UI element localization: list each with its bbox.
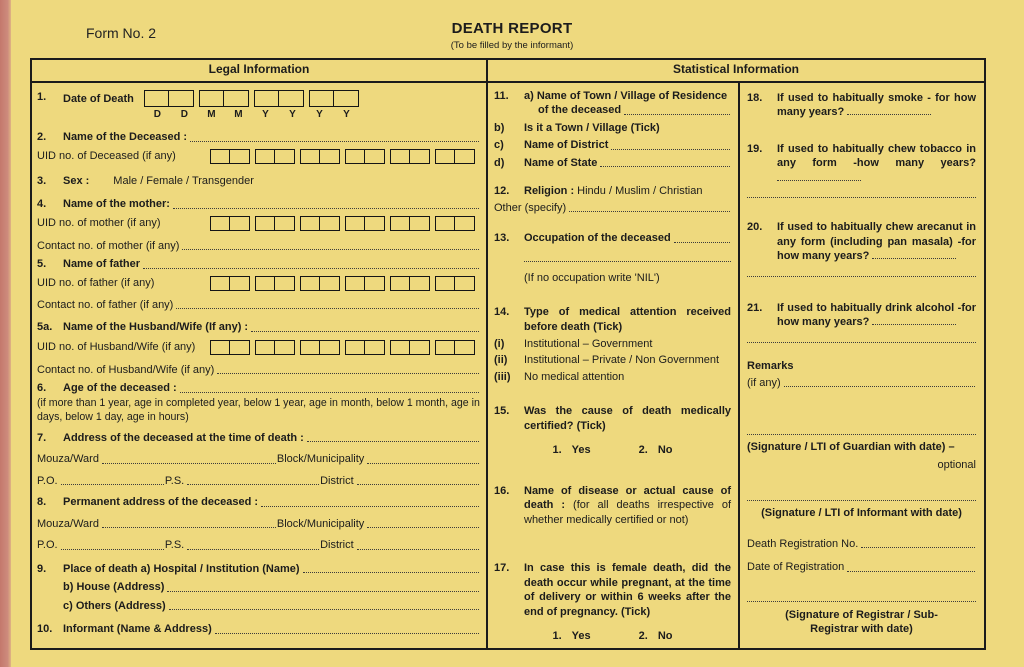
- field-sex: 3. Sex : Male / Female / Transgender: [37, 174, 254, 187]
- field-address-at-death: 7. Address of the deceased at the time of death :: [37, 431, 480, 446]
- field-drink-alcohol: 21. If used to habitually drink alcohol -for how many years?: [747, 301, 976, 343]
- dotted-line: [187, 549, 319, 550]
- form-title-block: [0, 19, 1024, 52]
- dotted-line: [61, 484, 164, 485]
- scan-edge-strip: [0, 0, 11, 667]
- uid-box-pair: [345, 149, 385, 164]
- uid-box-pair: [300, 216, 340, 231]
- uid-box-pair: [255, 216, 295, 231]
- field-name-of-mother: 4. Name of the mother:: [37, 197, 480, 212]
- statistical-column-right: [740, 83, 984, 648]
- dotted-line: [261, 506, 479, 507]
- dotted-line: [524, 259, 731, 262]
- dotted-line: [169, 609, 479, 610]
- dotted-line: [747, 195, 976, 198]
- field-pregnancy-death: 17. In case this is female death, did the death occur while pregnant, at the time of delivery or within 6 weeks after the end of pregnancy. (Tick) 1. Yes 2. No: [494, 562, 731, 643]
- uid-boxes: [210, 216, 480, 231]
- uid-box-pair: [390, 276, 430, 291]
- dotted-line: [872, 258, 956, 259]
- dotted-line: [102, 463, 276, 464]
- uid-box-pair: [255, 276, 295, 291]
- field-chew-arecanut: 20. If used to habitually chew arecanut in any form (including pan masala) -for how many years?: [747, 220, 976, 277]
- form-subtitle: (To be filled by the informant): [450, 39, 574, 51]
- field-name-of-father: 5. Name of father: [37, 257, 480, 272]
- table-header-row: [32, 60, 984, 83]
- field-cause-of-death: 16. Name of disease or actual cause of death : (for all deaths irrespective of whether medically certified or not): [494, 484, 732, 526]
- dotted-line: [187, 484, 319, 485]
- field-uid-of-father: UID no. of father (if any): [37, 276, 480, 291]
- dotted-line: [251, 331, 479, 332]
- field-uid-of-mother: UID no. of mother (if any): [37, 216, 480, 231]
- dotted-line: [569, 211, 730, 212]
- uid-box-pair: [345, 340, 385, 355]
- field-informant: 10. Informant (Name & Address): [37, 622, 480, 637]
- dotted-line: [747, 274, 976, 277]
- date-box-pair: [199, 90, 249, 107]
- legal-information-column: [32, 83, 488, 648]
- field-occupation: 13. Occupation of the deceased (If no occupation write 'NIL'): [494, 231, 731, 285]
- dotted-line: [307, 441, 479, 442]
- uid-boxes: [210, 340, 480, 355]
- dotted-line: [611, 149, 730, 150]
- uid-box-pair: [345, 216, 385, 231]
- informant-signature-block: (Signature / LTI of Informant with date): [747, 498, 976, 521]
- uid-box-pair: [255, 340, 295, 355]
- field-contact-of-father: Contact no. of father (if any): [37, 298, 480, 313]
- dotted-line: [861, 547, 975, 548]
- field-po-ps-district-2: P.O. P.S. District: [37, 538, 480, 553]
- uid-box-pair: [345, 276, 385, 291]
- uid-box-pair: [300, 149, 340, 164]
- uid-box-pair: [210, 149, 250, 164]
- field-place-of-death-house: b) House (Address): [37, 580, 480, 595]
- field-town-village: 11. a) Name of Town / Village of Residence of the deceased b) Is it a Town / Village (Tick) c) Name of District d) Name of State: [494, 89, 731, 171]
- field-date-of-registration: Date of Registration: [747, 560, 976, 575]
- dotted-line: [847, 114, 931, 115]
- uid-box-pair: [435, 149, 475, 164]
- field-habitually-smoke: 18. If used to habitually smoke - for how many years?: [747, 91, 976, 119]
- legal-information-header: Legal Information: [32, 60, 488, 81]
- field-permanent-address: 8. Permanent address of the deceased :: [37, 495, 480, 510]
- dotted-line: [600, 166, 730, 167]
- uid-boxes: [210, 276, 480, 291]
- date-box-pair: [144, 90, 194, 107]
- field-po-ps-district-1: P.O. P.S. District: [37, 474, 480, 489]
- dotted-line: [173, 208, 479, 209]
- dotted-line: [190, 141, 479, 142]
- dotted-line: [217, 373, 479, 374]
- field-place-of-death-others: c) Others (Address): [37, 599, 480, 614]
- yes-no-options-15: 1. Yes 2. No: [552, 444, 673, 457]
- dotted-line: [367, 463, 479, 464]
- dotted-line: [176, 308, 479, 309]
- field-medical-attention: 14. Type of medical attention received before death (Tick) (i) Institutional – Government (ii) Institutional – Private / Non Government (iii) No medical attention: [494, 306, 731, 383]
- date-box-letters: D D M M Y Y Y Y: [153, 108, 350, 120]
- dotted-line: [747, 432, 976, 435]
- date-box-pair: [309, 90, 359, 107]
- field-mouza-block-1: Mouza/Ward Block/Municipality: [37, 452, 480, 467]
- uid-box-pair: [390, 149, 430, 164]
- field-contact-of-spouse: Contact no. of Husband/Wife (if any): [37, 363, 480, 378]
- dotted-line: [182, 249, 479, 250]
- uid-box-pair: [390, 340, 430, 355]
- field-mouza-block-2: Mouza/Ward Block/Municipality: [37, 517, 480, 532]
- field-place-of-death: 9. Place of death a) Hospital / Institution (Name): [37, 562, 480, 577]
- optional-label: optional: [937, 458, 976, 471]
- date-box-row: [144, 90, 364, 107]
- uid-box-pair: [210, 340, 250, 355]
- statistical-column-left: [488, 83, 740, 648]
- field-uid-of-spouse: UID no. of Husband/Wife (if any): [37, 340, 480, 355]
- field-uid-of-deceased: UID no. of Deceased (if any): [37, 149, 480, 164]
- yes-no-options-17: 1. Yes 2. No: [552, 630, 673, 643]
- uid-boxes: [210, 149, 480, 164]
- uid-box-pair: [435, 216, 475, 231]
- dotted-line: [777, 180, 861, 181]
- form-number: Form No. 2: [86, 25, 157, 41]
- dotted-line: [102, 527, 276, 528]
- dotted-line: [784, 386, 975, 387]
- field-chew-tobacco: 19. If used to habitually chew tobacco in any form -how many years?: [747, 142, 976, 199]
- dotted-line: [747, 340, 976, 343]
- date-box-pair: [254, 90, 304, 107]
- dotted-line: [872, 324, 956, 325]
- dotted-line: [357, 484, 479, 485]
- uid-box-pair: [210, 216, 250, 231]
- field-name-of-spouse: 5a. Name of the Husband/Wife (If any) :: [37, 320, 480, 335]
- field-religion: 12. Religion : Hindu / Muslim / Christian Other (specify): [494, 184, 731, 215]
- field-remarks: Remarks (if any): [747, 359, 976, 390]
- registrar-signature-block: (Signature of Registrar / Sub- Registrar with date): [747, 599, 976, 637]
- dotted-line: [624, 114, 730, 115]
- field-death-registration-no: Death Registration No.: [747, 537, 976, 552]
- guardian-signature-block: (Signature / LTI of Guardian with date) – optional: [747, 432, 976, 472]
- occupation-note: (If no occupation write 'NIL'): [524, 271, 660, 284]
- uid-box-pair: [210, 276, 250, 291]
- date-of-death-boxes: [144, 90, 364, 121]
- uid-box-pair: [255, 149, 295, 164]
- dotted-line: [303, 572, 479, 573]
- uid-box-pair: [435, 340, 475, 355]
- dotted-line: [367, 527, 479, 528]
- uid-box-pair: [300, 276, 340, 291]
- field-date-of-death: 1. Date of Death D D M M Y Y Y Y: [37, 90, 480, 121]
- uid-box-pair: [300, 340, 340, 355]
- dotted-line: [167, 591, 479, 592]
- uid-box-pair: [390, 216, 430, 231]
- dotted-line: [180, 392, 479, 393]
- form-title: DEATH REPORT: [451, 20, 573, 37]
- dotted-line: [61, 549, 164, 550]
- dotted-line: [747, 599, 976, 602]
- form-table: [30, 58, 986, 650]
- dotted-line: [847, 571, 975, 572]
- uid-box-pair: [435, 276, 475, 291]
- field-name-of-deceased: 2. Name of the Deceased :: [37, 130, 480, 145]
- age-instructions: (if more than 1 year, age in completed year, below 1 year, age in month, below 1 month, age in days, below 1 day, age in hours): [37, 396, 480, 423]
- statistical-information-header: Statistical Information: [672, 62, 800, 76]
- dotted-line: [747, 498, 976, 501]
- dotted-line: [357, 549, 479, 550]
- dotted-line: [143, 268, 479, 269]
- field-age-of-deceased: 6. Age of the deceased :: [37, 381, 480, 396]
- field-contact-of-mother: Contact no. of mother (if any): [37, 239, 480, 254]
- field-medically-certified: 15. Was the cause of death medically certified? (Tick) 1. Yes 2. No: [494, 405, 731, 457]
- dotted-line: [674, 242, 730, 243]
- dotted-line: [215, 633, 479, 634]
- table-body: [32, 83, 984, 648]
